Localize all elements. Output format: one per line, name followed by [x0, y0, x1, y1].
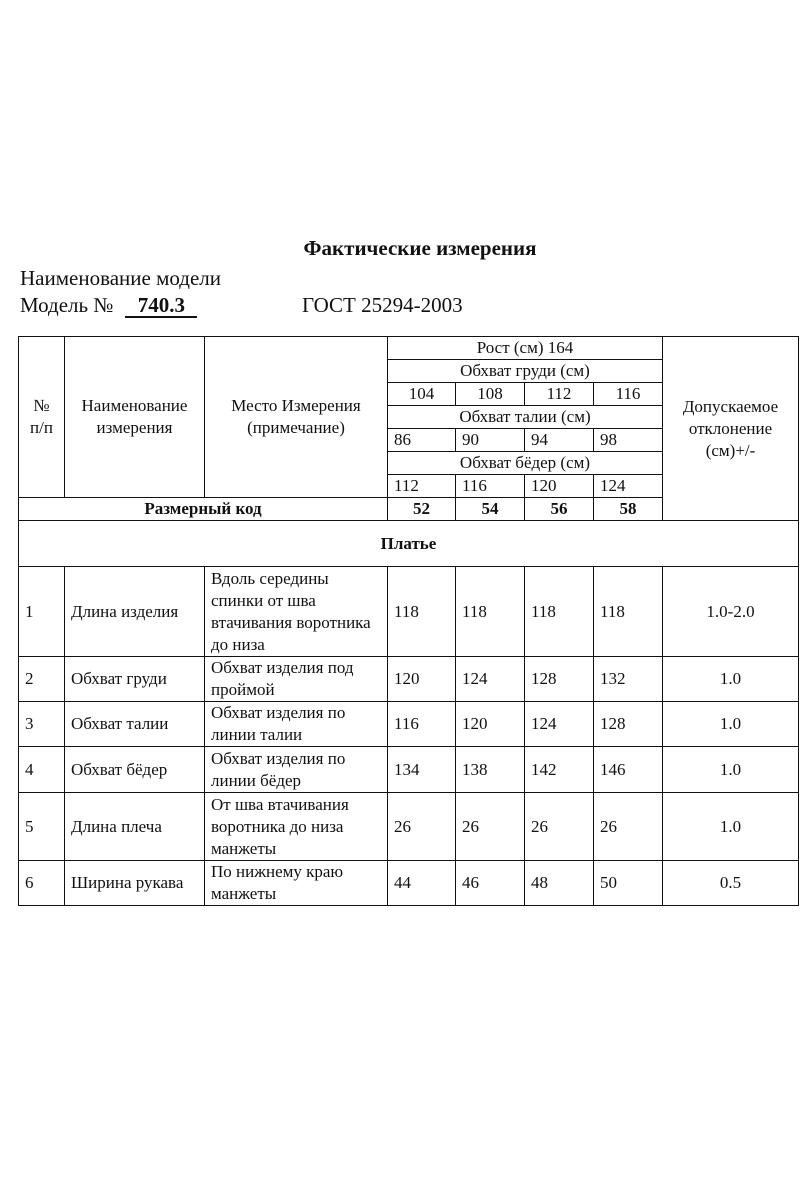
row-tolerance: 1.0-2.0: [663, 567, 799, 657]
row-value: 50: [594, 861, 663, 906]
waist-value: 94: [525, 429, 594, 452]
row-value: 132: [594, 657, 663, 702]
measurements-table: [18, 336, 799, 906]
page-title: Фактические измерения: [303, 236, 537, 260]
table-row: [19, 657, 799, 702]
size-code: 54: [456, 498, 525, 521]
row-value: 146: [594, 747, 663, 793]
size-code: 58: [594, 498, 663, 521]
chest-value: 104: [388, 383, 456, 406]
hip-value: 124: [594, 475, 663, 498]
row-value: 118: [388, 567, 456, 657]
row-place: Обхват изделия по линии талии: [205, 702, 388, 747]
row-value: 124: [456, 657, 525, 702]
chest-value: 112: [525, 383, 594, 406]
row-name: Обхват груди: [65, 657, 205, 702]
size-code-label: Размерный код: [19, 498, 388, 521]
row-value: 124: [525, 702, 594, 747]
row-value: 128: [525, 657, 594, 702]
header-hip: Обхват бёдер (см): [388, 452, 663, 475]
size-code: 52: [388, 498, 456, 521]
header-waist: Обхват талии (см): [388, 406, 663, 429]
hip-value: 112: [388, 475, 456, 498]
header-chest: Обхват груди (см): [388, 360, 663, 383]
row-no: 4: [19, 747, 65, 793]
row-place: Обхват изделия под проймой: [205, 657, 388, 702]
gost-standard: ГОСТ 25294-2003: [302, 293, 463, 317]
row-value: 48: [525, 861, 594, 906]
table-row: [19, 567, 799, 657]
header-name: Наименование измерения: [65, 337, 205, 498]
row-name: Обхват бёдер: [65, 747, 205, 793]
table-row: [19, 747, 799, 793]
row-value: 142: [525, 747, 594, 793]
chest-value: 108: [456, 383, 525, 406]
row-tolerance: 1.0: [663, 702, 799, 747]
row-value: 118: [456, 567, 525, 657]
header-tolerance: Допускаемое отклонение (см)+/-: [663, 337, 799, 521]
section-title: Платье: [19, 521, 799, 567]
row-value: 120: [388, 657, 456, 702]
waist-value: 98: [594, 429, 663, 452]
row-value: 134: [388, 747, 456, 793]
waist-value: 86: [388, 429, 456, 452]
row-value: 44: [388, 861, 456, 906]
header-place: Место Измерения (примечание): [205, 337, 388, 498]
header-height: Рост (см) 164: [388, 337, 663, 360]
row-place: Вдоль середины спинки от шва втачивания воротника до низа: [205, 567, 388, 657]
row-place: От шва втачивания воротника до низа манжеты: [205, 793, 388, 861]
model-label: Модель №: [20, 293, 114, 317]
row-tolerance: 1.0: [663, 657, 799, 702]
row-tolerance: 0.5: [663, 861, 799, 906]
waist-value: 90: [456, 429, 525, 452]
row-no: 3: [19, 702, 65, 747]
row-value: 120: [456, 702, 525, 747]
row-tolerance: 1.0: [663, 793, 799, 861]
row-name: Длина изделия: [65, 567, 205, 657]
hip-value: 116: [456, 475, 525, 498]
row-name: Обхват талии: [65, 702, 205, 747]
row-no: 2: [19, 657, 65, 702]
row-place: По нижнему краю манжеты: [205, 861, 388, 906]
row-no: 5: [19, 793, 65, 861]
size-code: 56: [525, 498, 594, 521]
model-line: [20, 293, 197, 318]
model-number: 740.3: [125, 294, 197, 318]
hip-value: 120: [525, 475, 594, 498]
table-row: [19, 702, 799, 747]
row-value: 26: [525, 793, 594, 861]
row-value: 26: [456, 793, 525, 861]
row-value: 26: [594, 793, 663, 861]
row-name: Ширина рукава: [65, 861, 205, 906]
chest-value: 116: [594, 383, 663, 406]
row-no: 1: [19, 567, 65, 657]
table-row: [19, 793, 799, 861]
table-row: [19, 861, 799, 906]
row-value: 138: [456, 747, 525, 793]
row-value: 118: [525, 567, 594, 657]
header-no: № п/п: [19, 337, 65, 498]
row-value: 118: [594, 567, 663, 657]
row-value: 116: [388, 702, 456, 747]
row-value: 26: [388, 793, 456, 861]
row-place: Обхват изделия по линии бёдер: [205, 747, 388, 793]
row-name: Длина плеча: [65, 793, 205, 861]
row-value: 46: [456, 861, 525, 906]
row-no: 6: [19, 861, 65, 906]
row-value: 128: [594, 702, 663, 747]
model-name-label: Наименование модели: [20, 266, 221, 290]
row-tolerance: 1.0: [663, 747, 799, 793]
